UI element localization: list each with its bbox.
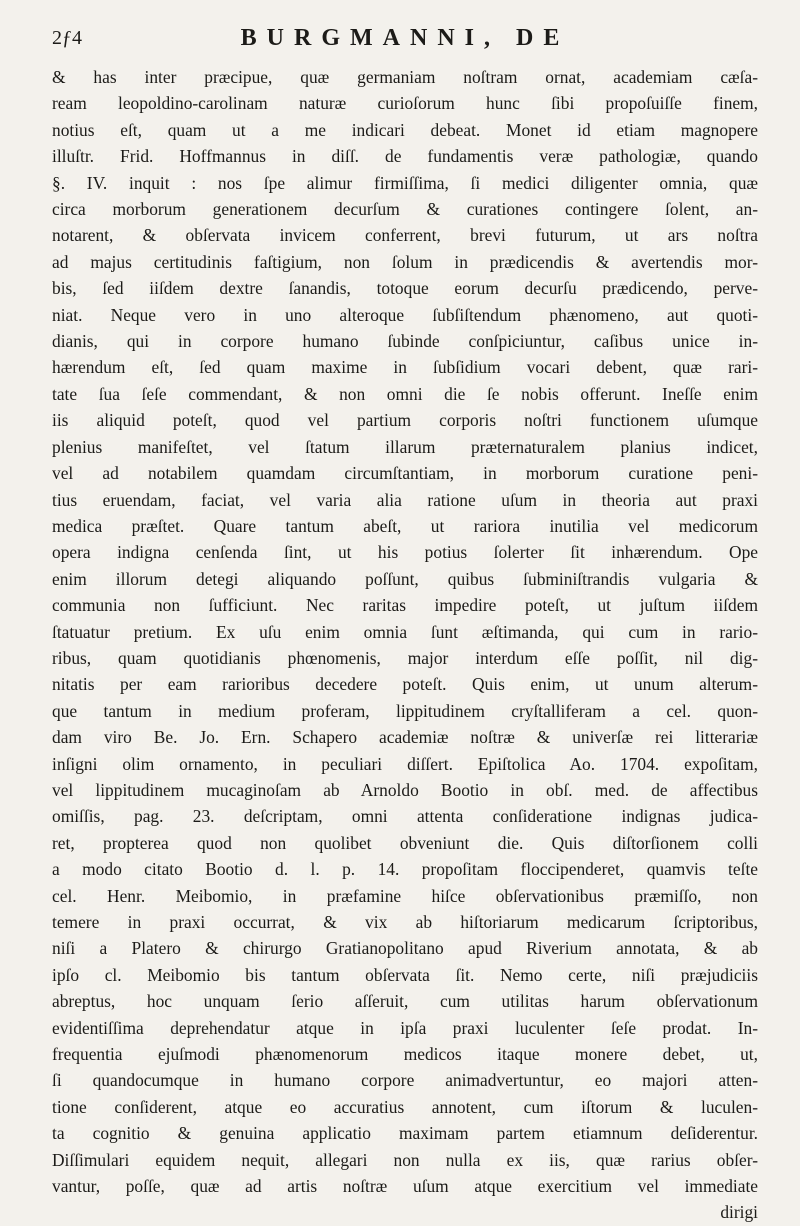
text-line: Diſſimulari equidem nequit, allegari non nulla ex iis, quæ rarius obſer- — [52, 1149, 758, 1170]
running-title: BURGMANNI, DE — [240, 24, 570, 51]
text-line: inſigni olim ornamento, in peculiari diſſert. Epiſtolica Ao. 1704. expoſitam, — [52, 753, 758, 774]
text-line: nitatis per eam rarioribus decedere poteſt. Quis enim, ut unum alterum- — [52, 674, 758, 695]
text-line: a modo citato Bootio d. l. p. 14. propoſitam floccipenderet, quamvis teſte — [52, 859, 758, 880]
text-line: niſi a Platero & chirurgo Gratianopolitano apud Riverium annotata, & ab — [52, 938, 758, 959]
text-line: ſi quandocumque in humano corpore animadvertuntur, eo majori atten- — [52, 1070, 758, 1091]
text-line: tate ſua ſeſe commendant, & non omni die ſe nobis offerunt. Ineſſe enim — [52, 383, 758, 404]
text-line: tione conſiderent, atque eo accuratius annotent, cum iſtorum & luculen- — [52, 1096, 758, 1117]
text-line: ta cognitio & genuina applicatio maximam partem etiamnum deſiderentur. — [52, 1123, 758, 1144]
text-line: bis, ſed iiſdem dextre ſanandis, totoque eorum decurſu prædicendo, perve- — [52, 278, 758, 299]
text-line: ſtatuatur pretium. Ex uſu enim omnia ſunt æſtimanda, qui cum in rario- — [52, 621, 758, 642]
catchword: dirigi — [720, 1202, 758, 1223]
text-line: ream leopoldino-carolinam naturæ curioſorum hunc ſibi propoſuiſſe finem, — [52, 93, 758, 114]
text-line: ipſo cl. Meibomio bis tantum obſervata ſit. Nemo certe, niſi præjudiciis — [52, 964, 758, 985]
text-line: ret, propterea quod non quolibet obveniunt die. Quis diſtorſionem colli — [52, 832, 758, 853]
text-line: dam viro Be. Jo. Ern. Schapero academiæ noſtræ & univerſæ rei litterariæ — [52, 727, 758, 748]
page-number: 2ƒ4 — [52, 27, 82, 49]
text-line: frequentia ejuſmodi phænomenorum medicos itaque monere debet, ut, — [52, 1044, 758, 1065]
text-line: medica præſtet. Quare tantum abeſt, ut rariora inutilia vel medicorum — [52, 515, 758, 536]
body-text — [52, 64, 758, 1226]
text-line: plenius manifeſtet, vel ſtatum illarum præternaturalem planius indicet, — [52, 436, 758, 457]
text-line: vantur, poſſe, quæ ad artis noſtræ uſum atque exercitium vel immediate — [52, 1176, 758, 1197]
text-line: ad majus certitudinis faſtigium, non ſolum in prædicendis & avertendis mor- — [52, 251, 758, 272]
text-line: notius eſt, quam ut a me indicari debeat. Monet id etiam magnopere — [52, 119, 758, 140]
text-line: circa morborum generationem decurſum & curationes contingere ſolent, an- — [52, 199, 758, 220]
text-line: vel lippitudinem mucaginoſam ab Arnoldo Bootio in obſ. med. de affectibus — [52, 779, 758, 800]
text-line: communia non ſufficiunt. Nec raritas impedire poteſt, ut juſtum iiſdem — [52, 595, 758, 616]
text-line: abreptus, hoc unquam ſerio aſſeruit, cum utilitas harum obſervationum — [52, 991, 758, 1012]
running-head — [52, 18, 758, 58]
text-line: tius eruendam, faciat, vel varia alia ratione uſum in theoria aut praxi — [52, 489, 758, 510]
text-line: §. IV. inquit : nos ſpe alimur firmiſſima, ſi medici diligenter omnia, quæ — [52, 172, 758, 193]
text-line: notarent, & obſervata invicem conferrent, brevi futurum, ut ars noſtra — [52, 225, 758, 246]
text-line: cel. Henr. Meibomio, in præfamine hiſce obſervationibus præmiſſo, non — [52, 885, 758, 906]
text-line: omiſſis, pag. 23. deſcriptam, omni attenta conſideratione indignas judica- — [52, 806, 758, 827]
text-line: temere in praxi occurrat, & vix ab hiſtoriarum medicarum ſcriptoribus, — [52, 912, 758, 932]
text-line: iis aliquid poteſt, quod vel partium corporis noſtri functionem uſumque — [52, 410, 758, 431]
text-line: vel ad notabilem quamdam circumſtantiam, in morborum curatione peni- — [52, 463, 758, 484]
text-line: opera indigna cenſenda ſint, ut his potius ſolerter ſit inhærendum. Ope — [52, 542, 758, 563]
text-line: hærendum eſt, ſed quam maxime in ſubſidium vocari debent, quæ rari- — [52, 357, 758, 378]
text-line: & has inter præcipue, quæ germaniam noſtram ornat, academiam cæſa- — [52, 67, 758, 87]
text-line: enim illorum detegi aliquando poſſunt, quibus ſubminiſtrandis vulgaria & — [52, 568, 758, 589]
text-line: ribus, quam quotidianis phœnomenis, major interdum eſſe poſſit, nil dig- — [52, 647, 758, 668]
text-line: dianis, qui in corpore humano ſubinde conſpiciuntur, caſibus unice in- — [52, 331, 758, 352]
text-line: que tantum in medium proferam, lippitudinem cryſtalliferam a cel. quon- — [52, 700, 758, 721]
text-line: niat. Neque vero in uno alteroque ſubſiſtendum phænomeno, aut quoti- — [52, 304, 758, 325]
text-line: illuſtr. Frid. Hoffmannus in diſſ. de fundamentis veræ pathologiæ, quando — [52, 146, 758, 167]
text-line: evidentiſſima deprehendatur atque in ipſa praxi luculenter ſeſe prodat. In- — [52, 1017, 758, 1038]
